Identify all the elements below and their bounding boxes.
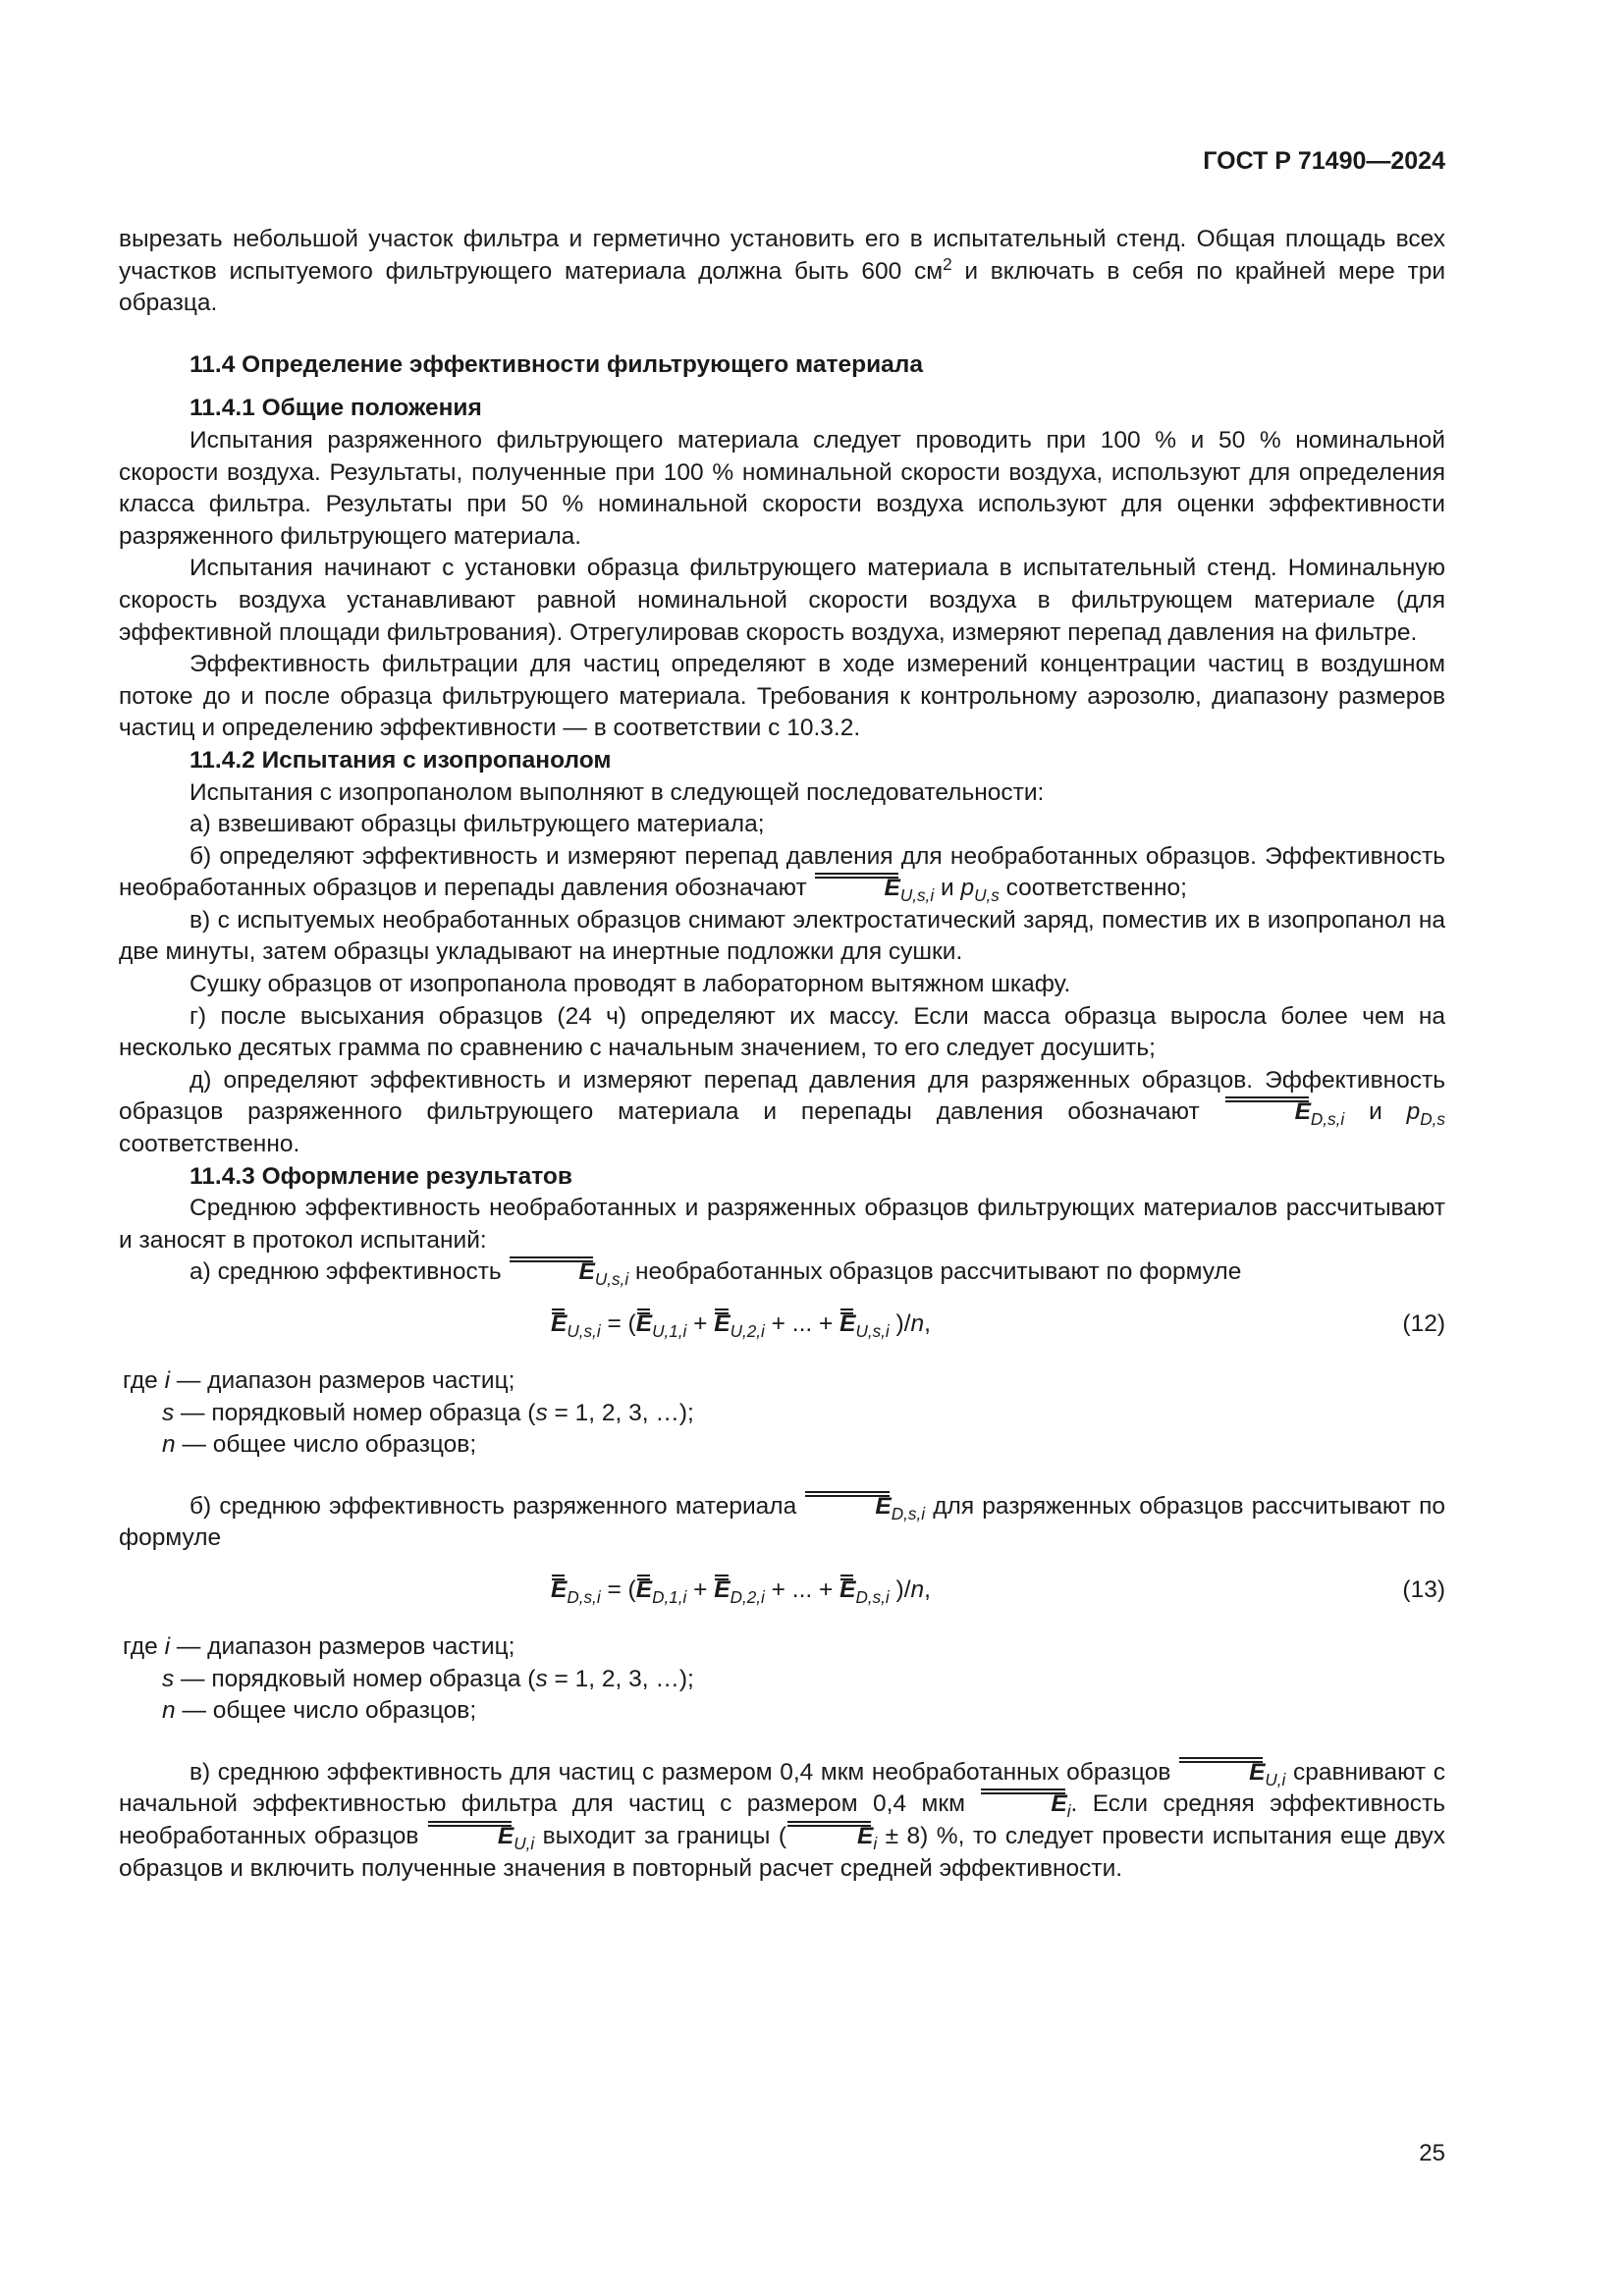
item-b-mid: и <box>934 875 961 902</box>
symbol-e: E <box>714 1308 730 1341</box>
symbol-e: E <box>1178 1757 1265 1789</box>
item-b-end: для разряженных образцов рассчитывают по формуле <box>119 1492 1445 1552</box>
formula-op: + <box>686 1575 715 1603</box>
section-11-4-3-title: 11.4.3 Оформление результатов <box>189 1162 572 1190</box>
intro-paragraph <box>119 224 1445 320</box>
formula-op: + ... + <box>764 1310 840 1337</box>
symbol-sub: D,s,i <box>891 1503 926 1523</box>
symbol-sub: D,s,i <box>567 1586 601 1607</box>
item-a-text: а) среднюю эффективность <box>189 1258 509 1286</box>
legend-text: = 1, 2, 3, …); <box>547 1399 694 1426</box>
symbol-e: E <box>839 1575 855 1607</box>
symbol-n: n <box>910 1310 925 1337</box>
symbol-e: E <box>786 1821 873 1853</box>
formula-12-expression: $E_{U,s,i} = (E_{U,1,i} + E_{U,2,i}$ + ... + $E_{U,s,i}$ )/n, <box>551 1310 931 1341</box>
symbol-i: i <box>164 1632 171 1660</box>
symbol-sub: D,s,i <box>855 1586 890 1607</box>
intro-text-a: вырезать небольшой участок фильтра и герметично установить его в испытательный стенд. Общая площадь всех участков испытуемого фильтрующего материала должна быть 600 см <box>119 226 1445 285</box>
symbol-e: E <box>1224 1096 1311 1129</box>
document-header: ГОСТ Р 71490—2024 <box>1203 147 1445 175</box>
section-11-4-title: 11.4 Определение эффективности фильтрующего материала <box>189 350 923 378</box>
item-b-end: соответственно; <box>999 875 1187 902</box>
formula-op: + ... + <box>764 1575 840 1603</box>
s11-4-3-item-v <box>119 1757 1445 1885</box>
symbol-e: E <box>636 1308 652 1341</box>
symbol-p: p <box>1406 1098 1421 1126</box>
symbol-s: s <box>162 1665 175 1692</box>
legend-text: — общее число образцов; <box>175 1697 477 1725</box>
formula-12-legend <box>119 1365 1445 1462</box>
legend-text: где <box>123 1632 165 1660</box>
symbol-sub: i <box>1066 1801 1071 1822</box>
symbol-sub: U,s <box>974 885 1000 906</box>
legend-text: — порядковый номер образца ( <box>174 1665 536 1692</box>
symbol-s: s <box>535 1665 548 1692</box>
symbol-sub: D,1,i <box>652 1586 687 1607</box>
legend-text: — общее число образцов; <box>175 1431 477 1459</box>
symbol-n: n <box>162 1697 176 1725</box>
s11-4-1-p1: Испытания разряженного фильтрующего материала следует проводить при 100 % и 50 % номинальной скорости воздуха. Результаты, полученные при 100 % номинальной скорости воздуха, используют для определения класса фильтра. Результаты при 50 % номинальной скорости воздуха используют для оценки эффективности разряженного фильтрующего материала. <box>119 426 1445 550</box>
s11-4-1-p3: Эффективность фильтрации для частиц определяют в ходе измерений концентрации частиц в воздушном потоке до и после образца фильтрующего материала. Требования к контрольному аэрозолю, диапазону размеров частиц и определению эффективности — в соответствии с 10.3.2. <box>119 651 1445 742</box>
legend-i <box>119 1365 1445 1398</box>
symbol-e: E <box>551 1575 567 1607</box>
formula-op: = ( <box>600 1310 636 1337</box>
s11-4-3-p1: Среднюю эффективность необработанных и разряженных образцов фильтрующих материалов рассчитывают и заносят в протокол испытаний: <box>119 1195 1445 1254</box>
symbol-e: E <box>551 1308 567 1341</box>
symbol-sub: D,s,i <box>1310 1109 1345 1130</box>
s11-4-2-item-g: г) после высыхания образцов (24 ч) определяют их массу. Если масса образца выросла более чем на несколько десятых грамма по сравнению с начальным значением, то его следует досушить; <box>119 1002 1445 1062</box>
formula-op: = ( <box>600 1575 636 1603</box>
formula-13 <box>119 1575 1445 1614</box>
formula-13-number: (13) <box>1402 1575 1445 1603</box>
formula-op: )/ <box>889 1575 911 1603</box>
formula-op: + <box>686 1310 715 1337</box>
item-d-end: соответственно. <box>119 1131 300 1158</box>
formula-12 <box>119 1308 1445 1348</box>
page-number: 25 <box>1419 2140 1445 2166</box>
legend-text: — порядковый номер образца ( <box>174 1399 536 1426</box>
legend-text: — диапазон размеров частиц; <box>170 1632 515 1660</box>
symbol-e: E <box>804 1491 891 1523</box>
symbol-s: s <box>535 1399 548 1426</box>
intro-text-b: и включать в себя по крайней мере три образца. <box>119 257 1446 317</box>
formula-12-number: (12) <box>1402 1310 1445 1337</box>
item-v-text: . Если средняя эффективность необработанных образцов <box>119 1790 1445 1849</box>
s11-4-2-item-a: а) взвешивают образцы фильтрующего материала; <box>189 811 765 838</box>
item-v-text: выходит за границы ( <box>534 1822 786 1849</box>
item-v-text: сравнивают с начальной эффективностью фильтра для частиц с размером 0,4 мкм <box>119 1758 1445 1818</box>
s11-4-1-p2: Испытания начинают с установки образца фильтрующего материала в испытательный стенд. Номинальную скорость воздуха устанавливают равной номинальной скорости воздуха в фильтрующем материале (для эффективной площади фильтрования). Отрегулировав скорость воздуха, измеряют перепад давления на фильтре. <box>119 555 1445 646</box>
formula-op: )/ <box>889 1310 911 1337</box>
symbol-sub: U,i <box>514 1833 535 1853</box>
symbol-sub: D,2,i <box>730 1586 765 1607</box>
item-v-text: ± 8) %, то следует провести испытания еще двух образцов и включить полученные значения в повторный расчет средней эффективности. <box>119 1822 1445 1882</box>
symbol-sub: i <box>873 1833 878 1853</box>
section-11-4-1-title: 11.4.1 Общие положения <box>189 395 482 422</box>
symbol-sub: U,s,i <box>567 1321 601 1341</box>
symbol-sub: U,s,i <box>899 885 935 906</box>
s11-4-2-item-d <box>119 1065 1445 1161</box>
symbol-i: i <box>164 1367 171 1394</box>
section-11-4-2-title: 11.4.2 Испытания с изопропанолом <box>189 746 612 774</box>
s11-4-2-p1: Испытания с изопропанолом выполняют в следующей последовательности: <box>189 778 1045 806</box>
symbol-sub: U,s,i <box>855 1321 890 1341</box>
item-b-text: б) определяют эффективность и измеряют перепад давления для необработанных образцов. Эффективность необработанных образцов и перепады давления обозначают <box>119 842 1445 902</box>
symbol-e: E <box>427 1821 514 1853</box>
symbol-e: E <box>636 1575 652 1607</box>
s11-4-3-item-a <box>119 1256 1445 1289</box>
symbol-sub: U,s,i <box>594 1269 629 1290</box>
legend-s <box>119 1398 1445 1430</box>
symbol-e: E <box>509 1256 595 1289</box>
symbol-e: E <box>714 1575 730 1607</box>
legend-text: = 1, 2, 3, …); <box>547 1665 694 1692</box>
item-d-mid: и <box>1344 1098 1407 1126</box>
item-d-text: д) определяют эффективность и измеряют перепад давления для разряженных образцов. Эффективность образцов разряженного фильтрующего материала и перепады давления обозначают <box>119 1066 1445 1126</box>
symbol-e: E <box>839 1308 855 1341</box>
document-body <box>119 224 1445 1885</box>
formula-13-legend <box>119 1631 1445 1728</box>
s11-4-2-item-v: в) с испытуемых необработанных образцов снимают электростатический заряд, поместив их в изопропанол на две минуты, затем образцы укладывают на инертные подложки для сушки. <box>119 906 1445 966</box>
legend-i <box>119 1631 1445 1664</box>
symbol-sub: U,i <box>1265 1769 1286 1789</box>
legend-text: — диапазон размеров частиц; <box>170 1367 515 1394</box>
s11-4-2-item-b <box>119 841 1445 905</box>
legend-s <box>119 1664 1445 1696</box>
symbol-sub: U,1,i <box>652 1321 687 1341</box>
item-v-text: в) среднюю эффективность для частиц с размером 0,4 мкм необработанных образцов <box>189 1758 1179 1786</box>
legend-n <box>119 1429 1445 1462</box>
symbol-s: s <box>162 1399 175 1426</box>
symbol-n: n <box>910 1575 925 1603</box>
s11-4-2-dry: Сушку образцов от изопропанола проводят в лабораторном вытяжном шкафу. <box>189 971 1071 998</box>
symbol-p: p <box>960 875 975 902</box>
s11-4-3-item-b <box>119 1491 1445 1555</box>
symbol-n: n <box>162 1431 176 1459</box>
legend-text: где <box>123 1367 165 1394</box>
symbol-sub: D,s <box>1420 1109 1445 1130</box>
intro-sup: 2 <box>943 253 952 274</box>
item-b-text: б) среднюю эффективность разряженного материала <box>189 1492 805 1520</box>
legend-n <box>119 1695 1445 1728</box>
symbol-e: E <box>814 873 900 905</box>
item-a-end: необработанных образцов рассчитывают по формуле <box>628 1258 1242 1286</box>
symbol-sub: U,2,i <box>730 1321 765 1341</box>
symbol-e: E <box>980 1789 1066 1821</box>
formula-13-expression: $E_{D,s,i} = (E_{D,1,i} + E_{D,2,i}$ + ... + $E_{D,s,i}$ )/n, <box>551 1575 931 1607</box>
